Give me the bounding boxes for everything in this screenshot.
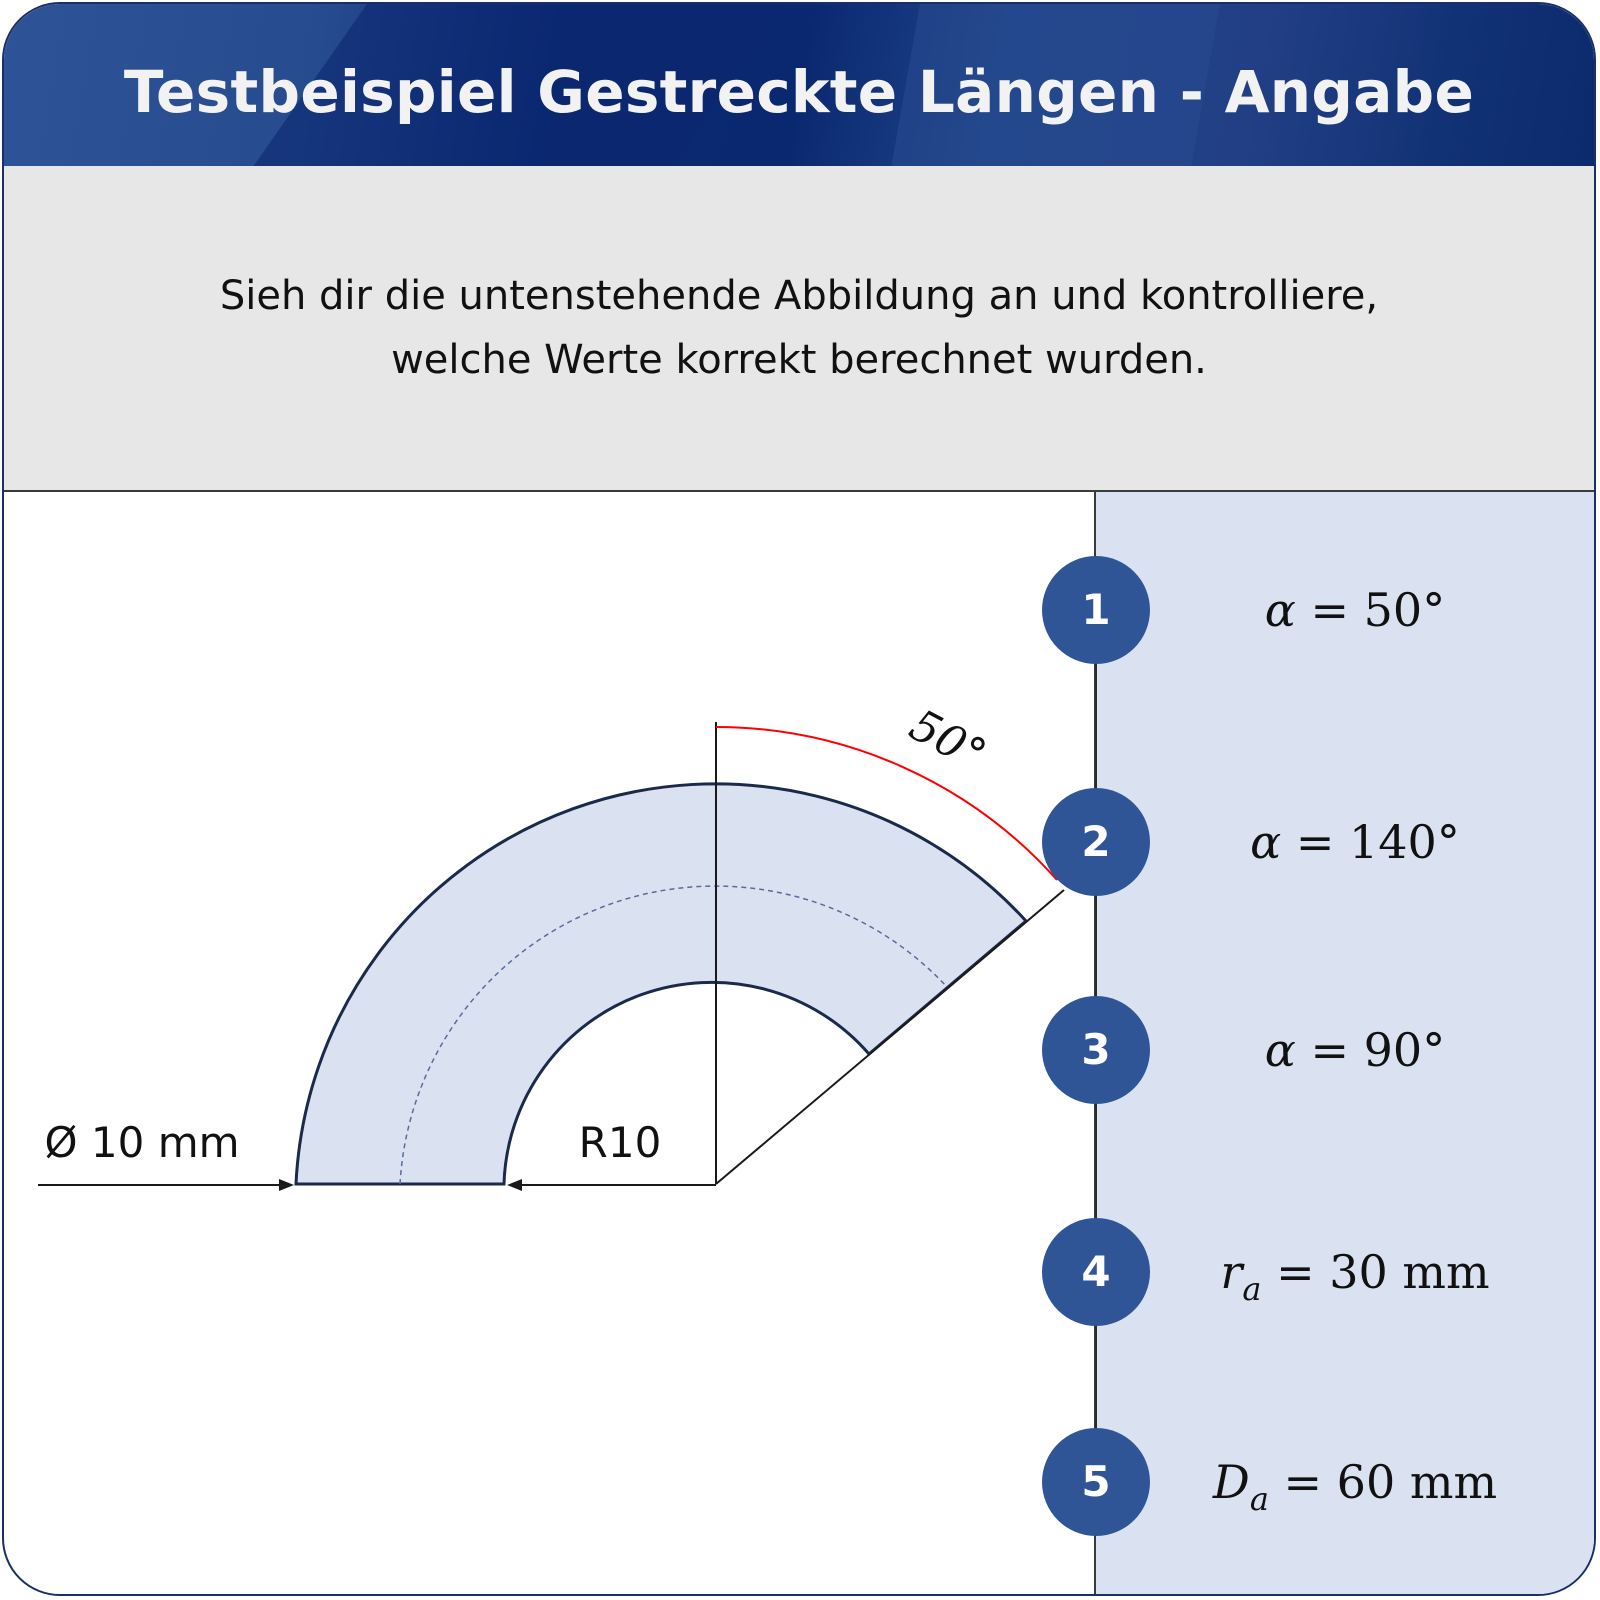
formula-symbol: α (1264, 583, 1296, 637)
formula-subscript: a (1242, 1270, 1262, 1308)
option-formula-2 (1180, 802, 1530, 882)
option-formula-5 (1180, 1442, 1530, 1522)
formula-subscript: a (1249, 1480, 1269, 1518)
formula-symbol: r (1220, 1245, 1243, 1299)
option-badge-4[interactable]: 4 (1042, 1218, 1150, 1326)
instruction-line-1: Sieh dir die untenstehende Abbildung an und kontrolliere, (219, 273, 1379, 319)
formula-value: = 50° (1310, 583, 1446, 637)
formula-symbol: D (1212, 1455, 1250, 1509)
formula-value: = 30 mm (1276, 1245, 1490, 1299)
radius-label: R10 (578, 1118, 662, 1167)
option-badge-1[interactable]: 1 (1042, 556, 1150, 664)
page-title: Testbeispiel Gestreckte Längen - Angabe (123, 58, 1475, 126)
arrow-right-icon (279, 1179, 294, 1191)
option-badge-5[interactable]: 5 (1042, 1428, 1150, 1536)
formula-value: = 90° (1310, 1023, 1446, 1077)
instruction-line-2: welche Werte korrekt berechnet wurden. (391, 337, 1207, 383)
option-formula-4 (1180, 1232, 1530, 1312)
angle-label: 50° (901, 699, 995, 782)
option-badge-2[interactable]: 2 (1042, 788, 1150, 896)
formula-value: = 60 mm (1283, 1455, 1498, 1509)
option-badge-3[interactable]: 3 (1042, 996, 1150, 1104)
option-formula-3 (1180, 1010, 1530, 1090)
diameter-label: Ø 10 mm (44, 1118, 240, 1167)
option-formula-1 (1180, 570, 1530, 650)
header-banner (4, 4, 1594, 166)
arrow-left-icon (507, 1179, 522, 1191)
formula-symbol: α (1250, 815, 1282, 869)
formula-symbol: α (1264, 1023, 1296, 1077)
formula-value: = 140° (1295, 815, 1460, 869)
